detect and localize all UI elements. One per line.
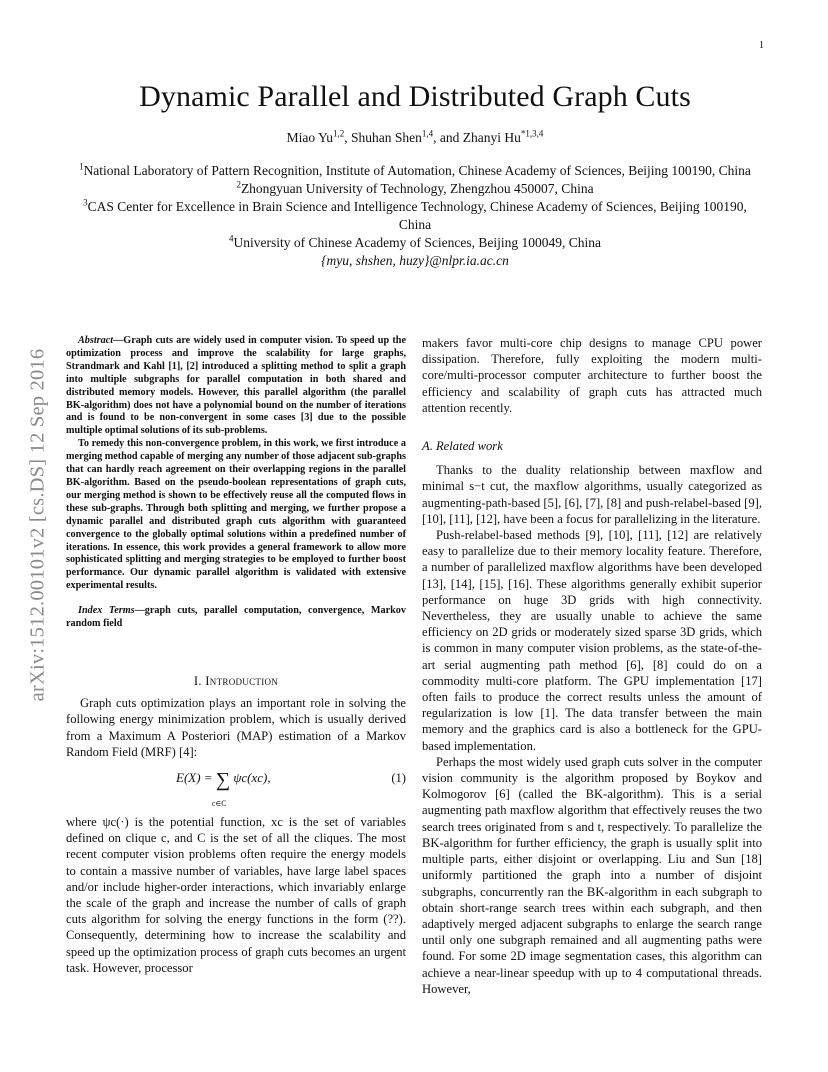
body-paragraph: where ψc(·) is the potential function, xc is the set of variables defined on clique c, and C is the set of all the cliques. The most recent computer vision problems often require the energy models to contain a massive number of variables, have large label spaces and/or include higher-order interactions, which invariably enlarge the scale of the graph and increase the number of calls of graph cuts algorithm for solving the energy functions in the form (??). Consequently, determining how to increase the scalability and speed up the optimization process of graph cuts becomes an urgent task. However, processor xyxy=(66,814,406,975)
affiliations xyxy=(70,162,760,270)
author-list: Miao Yu$^{1,2}$, Shuhan Shen$^{1,4}$, and Zhanyi Hu$^{*1,3,4}$ xyxy=(286,128,544,145)
paper-title: Dynamic Parallel and Distributed Graph Cuts xyxy=(139,80,691,113)
email-address[interactable]: {myu, shshen, huzy}@nlpr.ia.ac.cn xyxy=(321,253,509,268)
author: Shuhan Shen$^{1,4}$ xyxy=(351,128,434,145)
equation-number: (1) xyxy=(391,770,406,785)
page-number: 1 xyxy=(759,40,764,51)
equation-formula: E(X) = ∑ c∈C ψc(xc), xyxy=(176,768,271,808)
body-paragraph: makers favor multi-core chip designs to manage CPU power dissipation. Therefore, fully exploiting the modern multi-core/multi-processor computer architecture to further boost the efficiency and scalability of graph cuts has attracted much attention recently. xyxy=(422,336,762,415)
affiliation: $^1$National Laboratory of Pattern Recognition, Institute of Automation, Chinese Academy of Sciences, Beijing 100190, China xyxy=(79,161,751,178)
author: Zhanyi Hu$^{*1,3,4}$ xyxy=(462,128,544,145)
abstract-paragraph: Abstract—Graph cuts are widely used in computer vision. To speed up the optimization process and improve the scalability for large graphs, Strandmark and Kahl [1], [2] introduced a splitting method to split a graph into multiple subgraphs for parallel computation in both shared and distributed memory models. However, this parallel algorithm (the parallel BK-algorithm) does not have a polynomial bound on the number of iterations and is found to be non-convergent in some cases [3] due to the possible multiple optimal solutions of its sub-problems. xyxy=(66,335,406,437)
body-paragraph: Push-relabel-based methods [9], [10], [11], [12] are relatively easy to parallelize due to their memory locality feature. Therefore, a number of parallelized maxflow algorithms have been developed [13], [14], [15], [16]. These algorithms generally exhibit superior performance on huge 3D grids with high connectivity. Nevertheless, they are usually unable to achieve the same efficiency on 2D grids or moderately sized sparse 3D grids, which is common in many computer vision problems, as the state-of-the-art serial augmenting path method [6], [8] could do on a commodity multi-core platform. The GPU implementation [17] often fails to produce the correct results unless the amount of regularization is low [1]. The data transfer between the main memory and the graphics card is also a bottleneck for the GPU-based implementation. xyxy=(422,528,762,753)
left-column xyxy=(66,335,406,976)
affiliation: $^3$CAS Center for Excellence in Brain Science and Intelligence Technology, Chinese Academy of Sciences, Beijing 100190, China xyxy=(83,197,747,232)
affiliation: $^4$University of Chinese Academy of Sciences, Beijing 100049, China xyxy=(229,233,601,250)
equation-1 xyxy=(66,764,406,808)
arxiv-stamp xyxy=(18,290,58,760)
body-paragraph: Perhaps the most widely used graph cuts solver in the computer vision community is the algorithm proposed by Boykov and Kolmogorov [6] (called the BK-algorithm). This is a serial augmenting path maxflow algorithm that effectively reuses the two search trees originated from s and t, respectively. To parallelize the BK-algorithm for further efficiency, the graph is usually split into multiple parts, either disjoint or overlapping. Liu and Sun [18] uniformly partitioned the graph into a number of disjoint subgraphs, concurrently ran the BK-algorithm in each subgraph to obtain short-range search trees within each subgraph, and then adaptively merged adjacent subgraphs to enlarge the search range until only one subgraph remained and all augmenting paths were found. For some 2D image segmentation cases, this algorithm can achieve a near-linear speedup with up to 4 computational threads. However, xyxy=(422,754,762,996)
subsection-heading-related-work: A. Related work xyxy=(422,439,503,454)
abstract xyxy=(66,335,406,631)
right-column xyxy=(422,335,762,997)
author: Miao Yu$^{1,2}$ xyxy=(286,128,345,145)
body-paragraph: Thanks to the duality relationship between maxflow and minimal s−t cut, the maxflow algorithms, usually categorized as augmenting-path-based [5], [6], [7], [8] and push-relabel-based [9], [10], [11], [12], have been a focus for parallelizing in the literature. xyxy=(422,463,762,526)
affiliation: $^2$Zhongyuan University of Technology, Zhengzhou 450007, China xyxy=(236,179,594,196)
body-paragraph: Graph cuts optimization plays an important role in solving the following energy minimization problem, which is usually derived from a Maximum A Posteriori (MAP) estimation of a Markov Random Field (MRF) [4]: xyxy=(66,696,406,759)
arxiv-stamp-text: arXiv:1512.00101v2 [cs.DS] 12 Sep 2016 xyxy=(26,348,49,702)
abstract-paragraph: To remedy this non-convergence problem, in this work, we first introduce a merging method capable of merging any number of those adjacent sub-graphs that can hardly reach agreement on their overlapping regions in the parallel BK-algorithm. Based on the pseudo-boolean representations of graph cuts, our merging method is shown to be effectively reuse all the computed flows in these sub-graphs. Through both splitting and merging, we further propose a dynamic parallel and distributed graph cuts algorithm with guaranteed convergence to the globally optimal solutions within a predefined number of iterations. In essence, this work provides a general framework to allow more sophisticated splitting and merging strategies to be employed to further boost performance. Our dynamic parallel algorithm is validated with extensive experimental results. xyxy=(66,438,406,592)
section-heading-introduction: I. Introduction xyxy=(193,673,279,688)
index-terms: Index Terms—graph cuts, parallel computation, convergence, Markov random field xyxy=(66,605,406,630)
